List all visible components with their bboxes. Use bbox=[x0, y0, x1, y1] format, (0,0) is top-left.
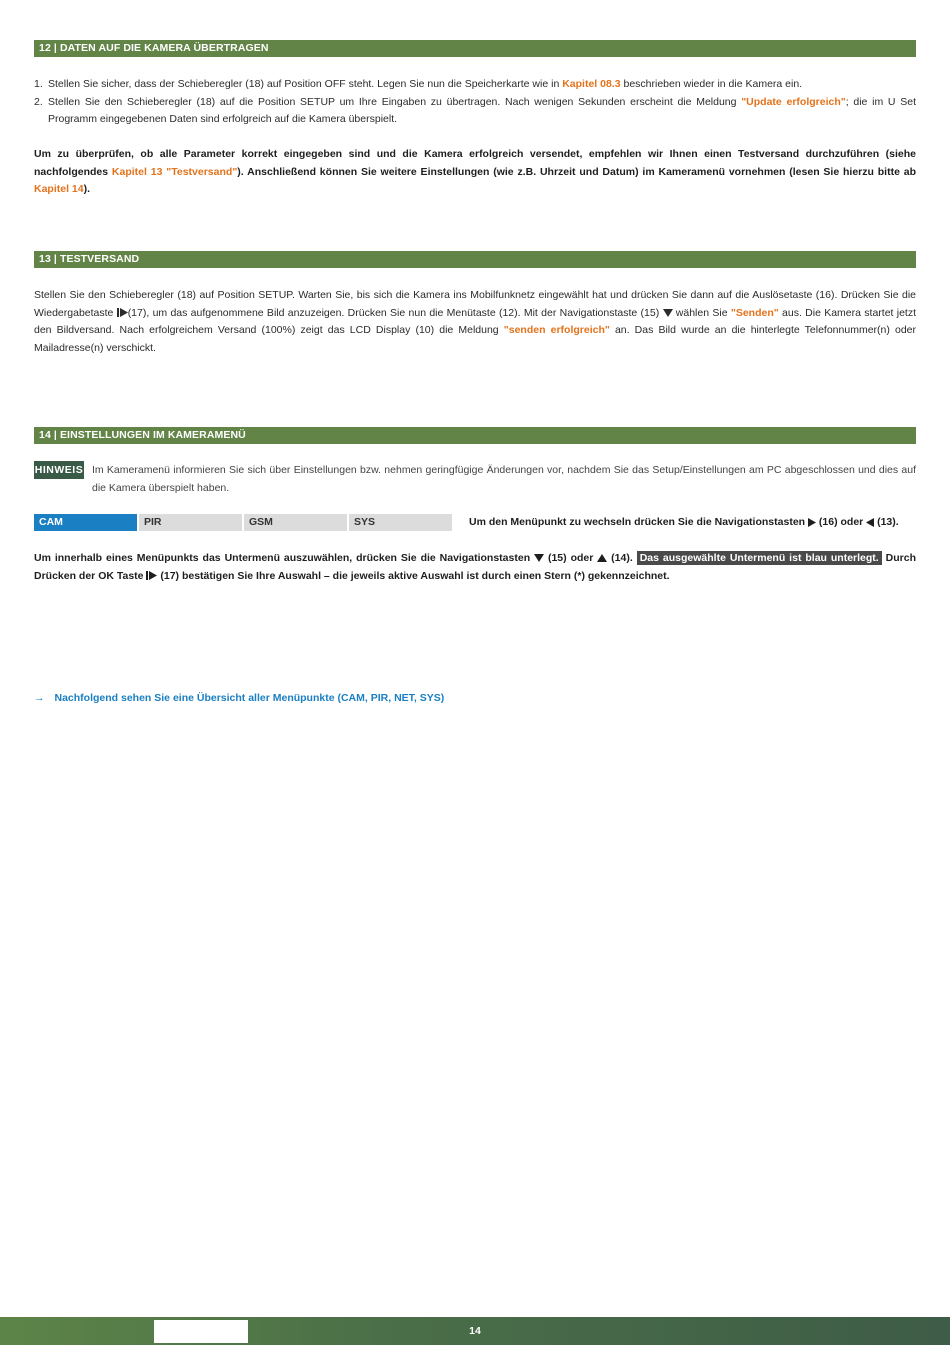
hinweis-badge: HINWEIS bbox=[34, 461, 84, 479]
overview-link-text: Nachfolgend sehen Sie eine Übersicht aller Menüpunkte (CAM, PIR, NET, SYS) bbox=[54, 692, 445, 704]
section-14-header: 14 | EINSTELLUNGEN IM KAMERAMENÜ bbox=[34, 427, 916, 444]
para-text: (17), um das aufgenommene Bild anzuzeigen. Drücken Sie nun die Menütaste (12). Mit der Navigationstaste (15) bbox=[127, 306, 663, 319]
senden-label: "Senden" bbox=[730, 306, 779, 319]
para-text: an. Das Bild wurde an die hinterlegte Telefonnummer(n) oder Mailadresse(n) verschickt. bbox=[34, 324, 916, 354]
note-text: (16) oder bbox=[815, 516, 867, 528]
tab-gsm[interactable]: GSM bbox=[244, 514, 347, 531]
note-text: Um den Menüpunkt zu wechseln drücken Sie die Navigationstasten bbox=[469, 516, 808, 528]
triangle-down-icon bbox=[534, 554, 544, 562]
triangle-up-icon bbox=[597, 554, 607, 562]
section-12-note bbox=[34, 146, 916, 199]
tab-navigation-note bbox=[469, 514, 899, 531]
play-button-icon bbox=[117, 308, 128, 317]
note-text: ). bbox=[83, 183, 91, 195]
overview-link[interactable] bbox=[34, 690, 444, 708]
play-button-icon bbox=[146, 571, 157, 580]
triangle-right-icon bbox=[808, 518, 816, 527]
tab-cam[interactable]: CAM bbox=[34, 514, 137, 531]
send-success-message: "senden erfolgreich" bbox=[503, 324, 610, 336]
para-text: Um innerhalb eines Menüpunkts das Untermenü auszuwählen, drücken Sie die Navigationstasten bbox=[34, 552, 535, 564]
section-12-list bbox=[34, 76, 916, 129]
submenu-paragraph bbox=[34, 550, 916, 585]
triangle-left-icon bbox=[866, 518, 874, 527]
section-13-header: 13 | TESTVERSAND bbox=[34, 251, 916, 268]
item-text: Stellen Sie sicher, dass der Schieberegler (18) auf Position OFF steht. Legen Sie nun die Speicherkarte wie in bbox=[48, 78, 563, 90]
para-text: Stellen Sie den Schieberegler (18) auf Position SETUP. Warten Sie, bis sich die Kamera ins Mobilfunknetz eingewählt hat und drücken Sie dann auf die Auslösetaste (16). Drücken Sie die Wiedergabetaste bbox=[34, 289, 916, 319]
para-text: aus. Die Kamera startet jetzt den Bildversand. Nach erfolgreichem Versand (100%) zeigt das LCD Display (10) die Meldung bbox=[34, 306, 917, 336]
list-item bbox=[34, 94, 916, 129]
section-12-header: 12 | DATEN AUF DIE KAMERA ÜBERTRAGEN bbox=[34, 40, 916, 57]
item-text: beschrieben wieder in die Kamera ein. bbox=[620, 78, 803, 90]
para-text: (15) oder bbox=[544, 552, 598, 564]
chapter-link-14[interactable]: Kapitel 14 bbox=[34, 183, 84, 195]
section-13-paragraph bbox=[34, 287, 916, 357]
arrow-right-icon: → bbox=[34, 692, 45, 704]
chapter-link-13[interactable]: Kapitel 13 "Testversand" bbox=[111, 165, 238, 178]
tab-sys[interactable]: SYS bbox=[349, 514, 452, 531]
note-text: (13). bbox=[874, 516, 899, 528]
triangle-down-icon bbox=[663, 309, 673, 317]
page-footer bbox=[0, 1317, 950, 1345]
item-text: Stellen Sie den Schieberegler (18) auf die Position SETUP um Ihre Eingaben zu übertragen. Nach wenigen Sekunden erscheint die Meldung bbox=[48, 95, 742, 108]
item-text: ; die im U Set Programm eingegebenen Daten sind erfolgreich auf die Kamera überspielt. bbox=[48, 95, 916, 125]
para-text: (17) bestätigen Sie Ihre Auswahl – die jeweils aktive Auswahl ist durch einen Stern (*) gekennzeichnet. bbox=[157, 569, 670, 582]
hinweis-text: Im Kameramenü informieren Sie sich über Einstellungen bzw. nehmen geringfügige Änderungen vor, nachdem Sie das Setup/Einstellungen am PC abgeschlossen und dies auf die Kamera überspielt haben. bbox=[92, 464, 916, 494]
list-item bbox=[34, 76, 916, 94]
para-text: Durch Drücken der OK Taste bbox=[34, 552, 916, 582]
chapter-link-08-3[interactable]: Kapitel 08.3 bbox=[562, 78, 621, 90]
highlight-text: Das ausgewählte Untermenü ist blau unterlegt. bbox=[637, 551, 882, 565]
list-number: 1. bbox=[34, 78, 43, 90]
note-text: Um zu überprüfen, ob alle Parameter korrekt eingegeben sind und die Kamera erfolgreich versendet, empfehlen wir Ihnen einen Testversand durchzuführen (siehe nachfolgendes bbox=[34, 148, 916, 178]
note-text: ). Anschließend können Sie weitere Einstellungen (wie z.B. Uhrzeit und Datum) im Kameramenü vornehmen (lesen Sie hierzu bitte ab bbox=[237, 165, 916, 178]
para-text: wählen Sie bbox=[672, 306, 731, 319]
para-text: (14). bbox=[607, 552, 637, 564]
list-number: 2. bbox=[34, 95, 43, 108]
tab-pir[interactable]: PIR bbox=[139, 514, 242, 531]
update-message: "Update erfolgreich" bbox=[741, 95, 846, 108]
page-number: 14 bbox=[469, 1325, 481, 1337]
